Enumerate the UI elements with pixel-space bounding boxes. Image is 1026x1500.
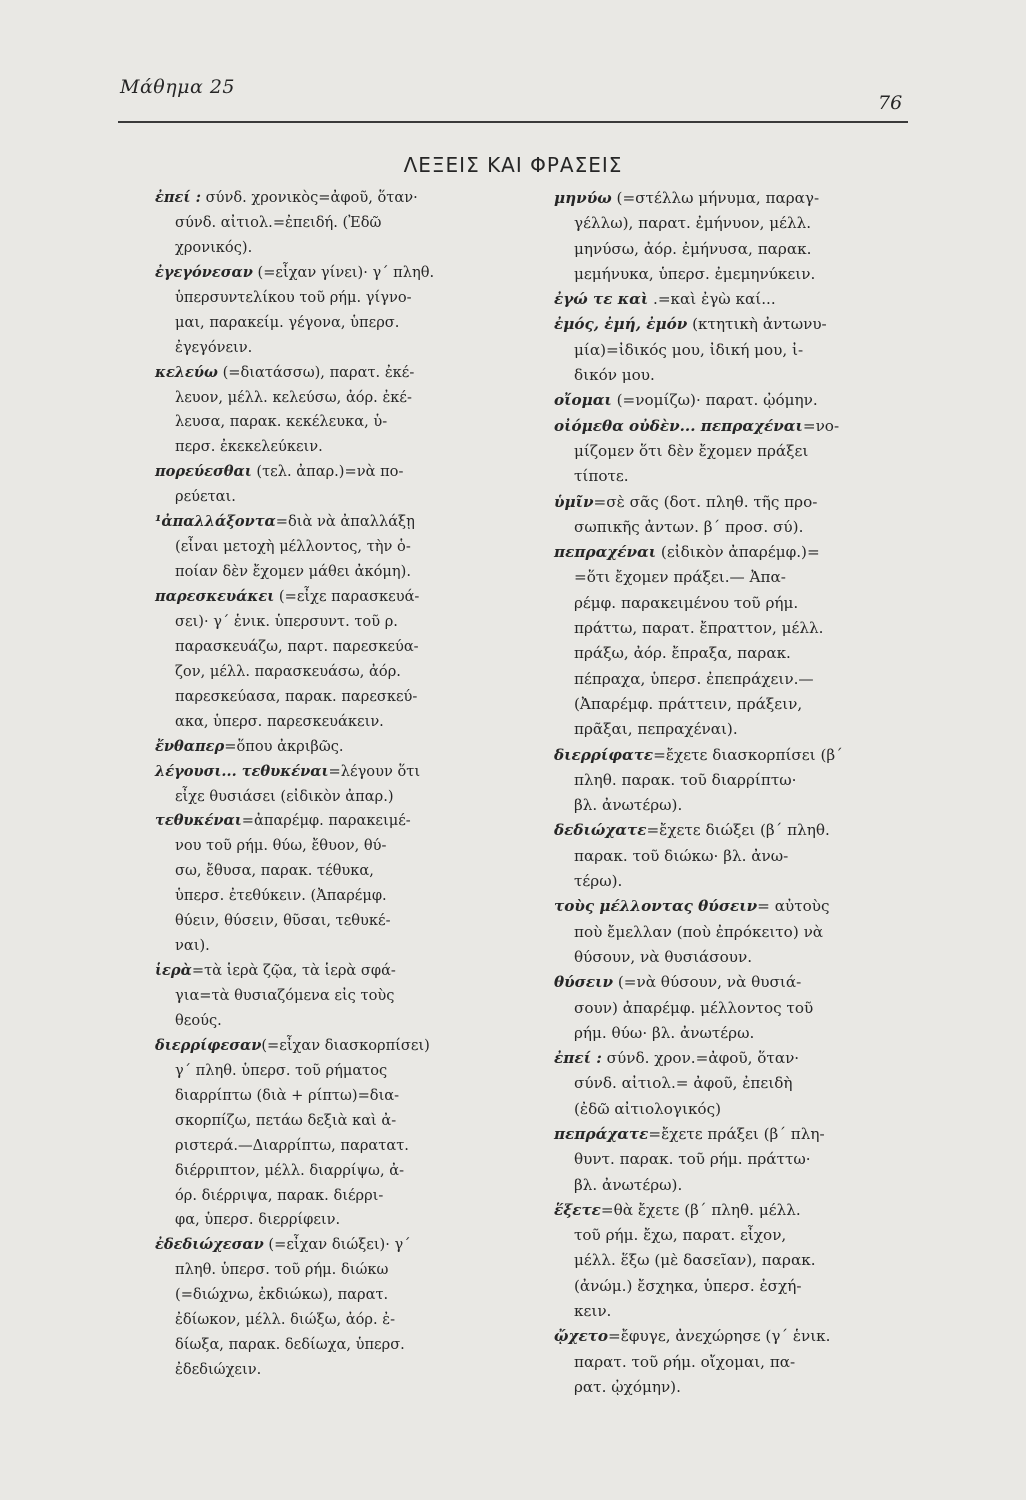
- entry-line: [155, 1134, 555, 1159]
- entry-line: [554, 945, 919, 970]
- glossary-entry: [155, 361, 555, 461]
- entry-line: [155, 236, 555, 261]
- glossary-entry: [554, 490, 919, 541]
- entry-line: [554, 1299, 919, 1324]
- entry-line: [554, 1097, 919, 1122]
- headword: παρεσκευάκει: [155, 588, 275, 605]
- entry-line: [155, 1059, 555, 1084]
- definition-text: για=τὰ θυσιαζόμενα εἰς τοὺς: [175, 987, 395, 1004]
- entry-line: [554, 388, 919, 413]
- definition-text: =ὅτι ἔχομεν πράξει.— Ἀπα-: [574, 568, 786, 587]
- definition-text: ρήμ. θύω· βλ. ἀνωτέρω.: [574, 1023, 755, 1042]
- definition-text: γ΄ πληθ. ὑπερσ. τοῦ ρήματος: [175, 1061, 388, 1079]
- glossary-entry: [155, 460, 555, 510]
- entry-line: [155, 1084, 555, 1109]
- glossary-entry: [554, 1324, 919, 1400]
- entry-line: [155, 884, 555, 909]
- definition-text: πράξω, ἀόρ. ἔπραξα, παρακ.: [574, 644, 791, 663]
- entry-line: [554, 312, 919, 337]
- entry-line: [554, 1223, 919, 1248]
- glossary-entry: [554, 1198, 919, 1324]
- entry-line: [554, 1375, 919, 1400]
- definition-text: σύνδ. αἰτιολ.= ἀφοῦ, ἐπειδὴ: [574, 1074, 793, 1093]
- definition-text: μία)=ἰδικός μου, ἰδική μου, ἰ-: [574, 340, 804, 359]
- entry-line: [554, 1198, 919, 1223]
- entry-line: [155, 535, 555, 560]
- definition-text: φα, ὑπερσ. διερρίφειν.: [175, 1211, 341, 1229]
- headword: ¹ἀπαλλάξοντα: [155, 513, 276, 531]
- headword: δεδιώχατε: [554, 821, 647, 840]
- entry-line: [554, 1350, 919, 1375]
- section-title: ΛΕΞΕΙΣ ΚΑΙ ΦΡΑΣΕΙΣ: [403, 153, 623, 177]
- headword: οἰόμεθα οὐδὲν... πεπραχέναι: [554, 416, 803, 435]
- entry-line: [554, 616, 919, 641]
- definition-text: = αὐτοὺς: [757, 897, 830, 916]
- entry-line: [554, 591, 919, 616]
- glossary-entry: [155, 1034, 555, 1234]
- entry-line: [554, 515, 919, 540]
- entry-line: [155, 1009, 555, 1034]
- definition-text: παρακ. τοῦ διώκω· βλ. ἀνω-: [574, 846, 789, 865]
- definition-text: διαρρίπτω (διὰ + ρίπτω)=δια-: [175, 1086, 400, 1104]
- definition-text: (ἐδῶ αἰτιολογικός): [574, 1099, 722, 1118]
- entry-line: [554, 1071, 919, 1096]
- entry-line: [155, 211, 555, 236]
- left-column: [155, 186, 555, 1383]
- entry-line: [155, 386, 555, 411]
- entry-line: [554, 262, 919, 287]
- right-column: [554, 186, 919, 1400]
- definition-text: πράττω, παρατ. ἔπραττον, μέλλ.: [574, 619, 824, 638]
- entry-line: [554, 717, 919, 742]
- headword: ᾤχετο: [554, 1327, 609, 1346]
- definition-text: ναι).: [175, 937, 210, 955]
- entry-line: [155, 311, 555, 336]
- entry-line: [554, 186, 919, 211]
- entry-line: [155, 410, 555, 435]
- entry-line: [155, 510, 555, 535]
- definition-text: =λέγουν ὅτι: [328, 762, 421, 780]
- definition-text: ἐδεδιώχειν.: [175, 1361, 262, 1379]
- definition-text: σω, ἔθυσα, παρακ. τέθυκα,: [175, 862, 374, 880]
- entry-line: [554, 1021, 919, 1046]
- entry-line: [554, 692, 919, 717]
- glossary-entry: [155, 186, 555, 261]
- entry-line: [155, 859, 555, 884]
- glossary-entry: [554, 1046, 919, 1122]
- headword: τεθυκέναι: [155, 812, 242, 830]
- definition-text: (=στέλλω μήνυμα, παραγ-: [611, 189, 820, 207]
- entry-line: [554, 1248, 919, 1273]
- headword: ἕξετε: [554, 1200, 601, 1219]
- headword: ἱερὰ: [155, 962, 192, 980]
- glossary-entry: [554, 818, 919, 894]
- definition-text: =θὰ ἔχετε (β΄ πληθ. μέλλ.: [600, 1200, 801, 1219]
- definition-text: (=εἶχαν διώξει)· γ΄: [263, 1236, 411, 1254]
- glossary-entry: [155, 760, 555, 810]
- definition-text: =διὰ νὰ ἀπαλλάξῃ: [275, 513, 415, 531]
- glossary-entry: [554, 287, 919, 312]
- entry-line: [155, 610, 555, 635]
- definition-text: (=νομίζω)· παρατ. ᾠόμην.: [611, 391, 818, 410]
- entry-line: [155, 1308, 555, 1333]
- entry-line: [155, 460, 555, 485]
- entry-line: [155, 760, 555, 785]
- definition-text: σύνδ. αἰτιολ.=ἐπειδή. (Ἐδῶ: [175, 213, 382, 231]
- definition-text: παρατ. τοῦ ρήμ. οἴχομαι, πα-: [574, 1352, 796, 1371]
- glossary-entry: [554, 1122, 919, 1198]
- definition-text: θύειν, θύσειν, θῦσαι, τεθυκέ-: [175, 912, 391, 930]
- glossary-entry: [155, 510, 555, 585]
- glossary-entry: [155, 1233, 555, 1383]
- definition-text: μίζομεν ὅτι δὲν ἔχομεν πράξει: [574, 441, 809, 460]
- definition-text: =ὅπου ἀκριβῶς.: [224, 737, 344, 755]
- entry-line: [155, 1258, 555, 1283]
- headword: ἐμός, ἐμή, ἐμόν: [554, 315, 688, 334]
- definition-text: πέπραχα, ὑπερσ. ἐπεπράχειν.—: [574, 669, 814, 688]
- definition-text: ρέμφ. παρακειμένου τοῦ ρήμ.: [574, 593, 799, 612]
- definition-text: δικόν μου.: [574, 366, 655, 385]
- entry-line: [155, 1159, 555, 1184]
- entry-line: [554, 1046, 919, 1071]
- definition-text: πληθ. ὑπερσ. τοῦ ρήμ. διώκω: [175, 1261, 389, 1279]
- glossary-entry: [554, 312, 919, 388]
- headword: ἐγώ τε καὶ: [554, 290, 649, 309]
- definition-text: =ἔχετε πράξει (β΄ πλη-: [648, 1124, 825, 1143]
- entry-line: [155, 1233, 555, 1258]
- entry-line: [155, 934, 555, 959]
- glossary-entry: [554, 743, 919, 819]
- definition-text: ποὺ ἔμελλαν (ποὺ ἐπρόκειτο) νὰ: [574, 922, 824, 941]
- definition-text: τίποτε.: [574, 467, 629, 486]
- entry-line: [155, 635, 555, 660]
- headword: λέγουσι... τεθυκέναι: [155, 762, 329, 780]
- definition-text: λευον, μέλλ. κελεύσω, ἀόρ. ἐκέ-: [175, 388, 412, 406]
- headword: ἐπεί :: [554, 1049, 602, 1068]
- definition-text: (=νὰ θύσουν, νὰ θυσιά-: [613, 973, 802, 992]
- definition-text: =ἔφυγε, ἀνεχώρησε (γ΄ ἑνικ.: [608, 1327, 831, 1346]
- entry-line: [155, 1283, 555, 1308]
- entry-line: [554, 743, 919, 768]
- definition-text: σύνδ. χρονικὸς=ἀφοῦ, ὅταν·: [200, 189, 418, 206]
- entry-line: [554, 211, 919, 236]
- definition-text: χρονικός).: [175, 238, 253, 256]
- entry-line: [554, 844, 919, 869]
- headword: ἔνθαπερ: [155, 737, 225, 755]
- definition-text: κειν.: [574, 1302, 612, 1321]
- definition-text: ρεύεται.: [175, 488, 236, 506]
- entry-line: [155, 834, 555, 859]
- entry-line: [554, 414, 919, 439]
- definition-text: βλ. ἀνωτέρω).: [574, 796, 683, 815]
- entry-line: [155, 261, 555, 286]
- definition-text: ρατ. ᾠχόμην).: [574, 1377, 681, 1396]
- headword: ὑμῖν: [554, 492, 594, 511]
- headword: πορεύεσθαι: [155, 463, 252, 481]
- entry-line: [155, 1109, 555, 1134]
- headword: διερρίφατε: [554, 745, 654, 764]
- entry-line: [155, 560, 555, 585]
- definition-text: =ἀπαρέμφ. παρακειμέ-: [241, 812, 411, 830]
- glossary-entry: [155, 735, 555, 760]
- definition-text: βλ. ἀνωτέρω).: [574, 1175, 683, 1194]
- entry-line: [155, 660, 555, 685]
- definition-text: (εἶναι μετοχὴ μέλλοντος, τὴν ὁ-: [175, 538, 411, 556]
- glossary-entry: [155, 261, 555, 361]
- definition-text: γέλλω), παρατ. ἐμήνυον, μέλλ.: [574, 214, 812, 233]
- definition-text: διέρριπτον, μέλλ. διαρρίψω, ἀ-: [175, 1161, 405, 1179]
- headword: κελεύω: [155, 363, 218, 381]
- definition-text: (=εἶχε παρασκευά-: [274, 588, 420, 605]
- headword: διερρίφεσαν: [155, 1036, 262, 1054]
- definition-text: (εἰδικὸν ἀπαρέμφ.)=: [656, 543, 820, 562]
- definition-text: λευσα, παρακ. κεκέλευκα, ὑ-: [175, 413, 388, 431]
- headword: ἐπεί :: [155, 189, 201, 206]
- definition-text: ἐγεγόνειν.: [175, 338, 253, 356]
- glossary-entry: [554, 414, 919, 490]
- entry-line: [155, 186, 555, 211]
- definition-text: (=διώχνω, ἐκδιώκω), παρατ.: [175, 1286, 389, 1304]
- definition-text: εἶχε θυσιάσει (εἰδικὸν ἀπαρ.): [175, 787, 394, 805]
- entry-line: [554, 818, 919, 843]
- entry-line: [554, 287, 919, 312]
- definition-text: μηνύσω, ἀόρ. ἐμήνυσα, παρακ.: [574, 239, 812, 258]
- definition-text: (=διατάσσω), παρατ. ἐκέ-: [217, 363, 415, 381]
- definition-text: παρασκευάζω, παρτ. παρεσκεύα-: [175, 637, 419, 655]
- entry-line: [554, 641, 919, 666]
- headword: πεπράχατε: [554, 1124, 649, 1143]
- definition-text: (κτητικὴ ἀντωνυ-: [687, 315, 827, 334]
- definition-text: πρᾶξαι, πεπραχέναι).: [574, 720, 738, 739]
- entry-line: [155, 785, 555, 810]
- definition-text: παρεσκεύασα, παρακ. παρεσκεύ-: [175, 687, 418, 705]
- definition-text: ζον, μέλλ. παρασκευάσω, ἀόρ.: [175, 662, 401, 680]
- entry-line: [155, 361, 555, 386]
- header-rule: [118, 121, 908, 123]
- entry-line: [554, 768, 919, 793]
- definition-text: ὑπερσυντελίκου τοῦ ρήμ. γίγνο-: [175, 288, 412, 306]
- entry-line: [554, 667, 919, 692]
- entry-line: [155, 336, 555, 361]
- glossary-entry: [155, 959, 555, 1034]
- entry-line: [155, 959, 555, 984]
- headword: ἐγεγόνεσαν: [155, 263, 253, 281]
- definition-text: τέρω).: [574, 872, 623, 891]
- page-number: 76: [878, 92, 903, 114]
- definition-text: =σὲ σᾶς (δοτ. πληθ. τῆς προ-: [593, 492, 818, 511]
- entry-line: [554, 1173, 919, 1198]
- definition-text: θυντ. παρακ. τοῦ ρήμ. πράττω·: [574, 1150, 811, 1169]
- glossary-entry: [554, 186, 919, 287]
- headword: μηνύω: [554, 189, 612, 207]
- entry-line: [554, 439, 919, 464]
- definition-text: θύσουν, νὰ θυσιάσουν.: [574, 947, 753, 966]
- definition-text: σκορπίζω, πετάω δεξιὰ καὶ ἀ-: [175, 1111, 397, 1129]
- entry-line: [155, 710, 555, 735]
- entry-line: [554, 1274, 919, 1299]
- definition-text: σωπικῆς ἀντων. β΄ προσ. σύ).: [574, 517, 804, 536]
- running-head: Μάθημα 25: [120, 76, 236, 98]
- definition-text: ἐδίωκον, μέλλ. διώξω, ἀόρ. ἐ-: [175, 1311, 396, 1329]
- entry-line: [155, 909, 555, 934]
- entry-line: [155, 286, 555, 311]
- definition-text: μαι, παρακείμ. γέγονα, ὑπερσ.: [175, 313, 400, 331]
- entry-line: [554, 793, 919, 818]
- glossary-entry: [554, 540, 919, 742]
- entry-line: [554, 540, 919, 565]
- definition-text: =τὰ ἱερὰ ζῷα, τὰ ἱερὰ σφά-: [191, 962, 396, 980]
- definition-text: όρ. διέρριψα, παρακ. διέρρι-: [175, 1186, 384, 1204]
- definition-text: τοῦ ρήμ. ἔχω, παρατ. εἶχον,: [574, 1226, 787, 1245]
- entry-line: [554, 869, 919, 894]
- glossary-entry: [155, 809, 555, 959]
- entry-line: [155, 435, 555, 460]
- definition-text: δίωξα, παρακ. δεδίωχα, ὑπερσ.: [175, 1336, 405, 1354]
- definition-text: (ἀνώμ.) ἔσχηκα, ὑπερσ. ἐσχή-: [574, 1276, 802, 1295]
- entry-line: [554, 920, 919, 945]
- entry-line: [554, 363, 919, 388]
- entry-line: [554, 1147, 919, 1172]
- entry-line: [155, 1208, 555, 1233]
- entry-line: [155, 1333, 555, 1358]
- definition-text: περσ. ἐκεκελεύκειν.: [175, 438, 323, 456]
- entry-line: [155, 1358, 555, 1383]
- entry-line: [554, 237, 919, 262]
- definition-text: .=καὶ ἐγὼ καί...: [648, 290, 776, 309]
- definition-text: ριστερά.—Διαρρίπτω, παρατατ.: [175, 1136, 409, 1154]
- glossary-entry: [554, 388, 919, 413]
- entry-line: [155, 485, 555, 510]
- definition-text: ὑπερσ. ἐτεθύκειν. (Ἀπαρέμφ.: [175, 887, 387, 905]
- entry-line: [155, 585, 555, 610]
- definition-text: νου τοῦ ρήμ. θύω, ἔθυον, θύ-: [175, 837, 387, 855]
- entry-line: [155, 685, 555, 710]
- entry-line: [155, 735, 555, 760]
- entry-line: [554, 894, 919, 919]
- glossary-entry: [554, 970, 919, 1046]
- headword: θύσειν: [554, 973, 613, 992]
- entry-line: [554, 1324, 919, 1349]
- entry-line: [554, 464, 919, 489]
- entry-line: [155, 1184, 555, 1209]
- definition-text: σει)· γ΄ ἑνικ. ὑπερσυντ. τοῦ ρ.: [175, 612, 398, 630]
- entry-line: [155, 1034, 555, 1059]
- definition-text: =νο-: [802, 416, 840, 435]
- headword: πεπραχέναι: [554, 543, 657, 562]
- entry-line: [155, 984, 555, 1009]
- glossary-entry: [554, 894, 919, 970]
- definition-text: σύνδ. χρον.=ἀφοῦ, ὅταν·: [601, 1049, 800, 1068]
- entry-line: [554, 970, 919, 995]
- definition-text: πληθ. παρακ. τοῦ διαρρίπτω·: [574, 770, 797, 789]
- entry-line: [155, 809, 555, 834]
- definition-text: ποίαν δὲν ἔχομεν μάθει ἀκόμη).: [175, 563, 411, 581]
- definition-text: (=εἶχαν διασκορπίσει): [261, 1036, 430, 1054]
- definition-text: (=εἶχαν γίνει)· γ΄ πληθ.: [252, 263, 435, 281]
- definition-text: μεμήνυκα, ὑπερσ. ἐμεμηνύκειν.: [574, 264, 816, 283]
- headword: ἐδεδιώχεσαν: [155, 1236, 264, 1254]
- entry-line: [554, 565, 919, 590]
- definition-text: (Ἀπαρέμφ. πράττειν, πράξειν,: [574, 694, 803, 713]
- definition-text: σουν) ἀπαρέμφ. μέλλοντος τοῦ: [574, 998, 814, 1017]
- headword: οἴομαι: [554, 391, 612, 410]
- entry-line: [554, 996, 919, 1021]
- entry-line: [554, 490, 919, 515]
- definition-text: θεούς.: [175, 1011, 222, 1029]
- definition-text: =ἔχετε διώξει (β΄ πληθ.: [646, 821, 830, 840]
- entry-line: [554, 338, 919, 363]
- glossary-entry: [155, 585, 555, 735]
- definition-text: ακα, ὑπερσ. παρεσκευάκειν.: [175, 712, 384, 730]
- headword: τοὺς μέλλοντας θύσειν: [554, 897, 758, 916]
- definition-text: μέλλ. ἕξω (μὲ δασεῖαν), παρακ.: [574, 1251, 816, 1270]
- entry-line: [554, 1122, 919, 1147]
- definition-text: (τελ. ἀπαρ.)=νὰ πο-: [251, 463, 404, 481]
- definition-text: =ἔχετε διασκορπίσει (β΄: [653, 745, 843, 764]
